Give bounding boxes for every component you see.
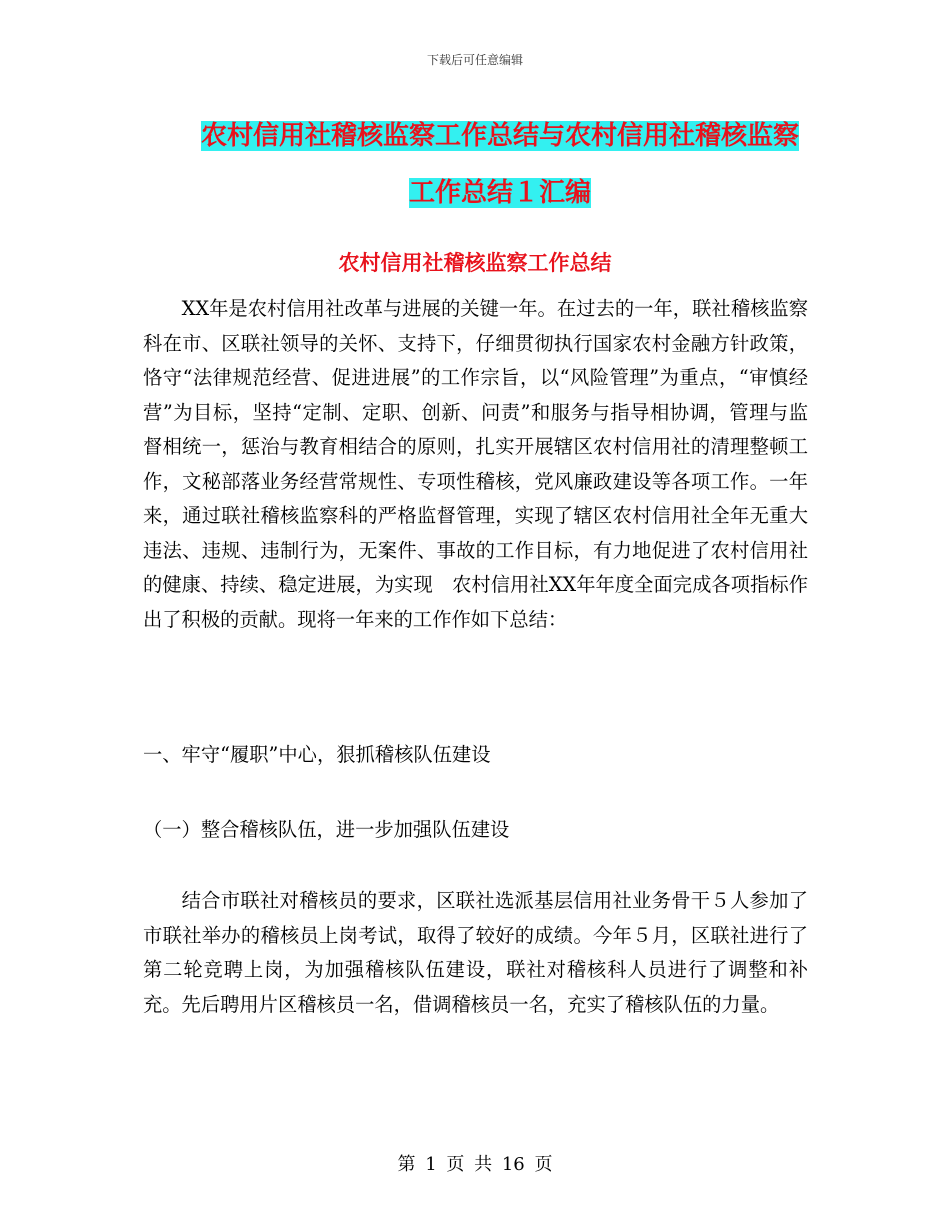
section-title: 农村信用社稽核监察工作总结 (338, 251, 612, 275)
body-paragraph-2: 结合市联社对稽核员的要求，区联社选派基层信用社业务骨干５人参加了市联社举办的稽核员上岗考试，取得了较好的成绩。今年５月，区联社进行了第二轮竞聘上岗，为加强稽核队伍建设，联社对稽核科人员进行了调整和补充。先后聘用片区稽核员一名，借调稽核员一名，充实了稽核队伍的力量。 (143, 889, 808, 1016)
page-footer-number: 第 1 页 共 16 页 (397, 1154, 553, 1175)
document-title-line1: 农村信用社稽核监察工作总结与农村信用社稽核监察 (200, 121, 799, 151)
body-paragraph-1: XX年是农村信用社改革与进展的关键一年。在过去的一年，联社稽核监察科在市、区联社领导的关怀、支持下，仔细贯彻执行国家农村金融方针政策，恪守“法律规范经营、促进进展”的工作宗旨，以“风险管理”为重点，“审慎经营”为目标，坚持“定制、定职、创新、问责”和服务与指导相协调，管理与监督相统一，惩治与教育相结合的原则，扎实开展辖区农村信用社的清理整顿工作，文秘部落业务经营常规性、专项性稽核，党风廉政建设等各项工作。一年来，通过联社稽核监察科的严格监督管理，实现了辖区农村信用社全年无重大违法、违规、违制行为，无案件、事故的工作目标，有力地促进了农村信用社的健康、持续、稳定进展，为实现 农村信用社XX年年度全面完成各项指标作出了积极的贡献。现将一年来的工作作如下总结： (143, 297, 808, 631)
heading-level-1: 一、牢守“履职”中心，狠抓稽核队伍建设 (143, 743, 491, 766)
page-header-note: 下载后可任意编辑 (426, 53, 523, 67)
heading-level-2: （一）整合稽核队伍，进一步加强队伍建设 (143, 818, 510, 841)
document-title-line2: 工作总结１汇编 (408, 178, 591, 208)
document-title (150, 108, 850, 222)
